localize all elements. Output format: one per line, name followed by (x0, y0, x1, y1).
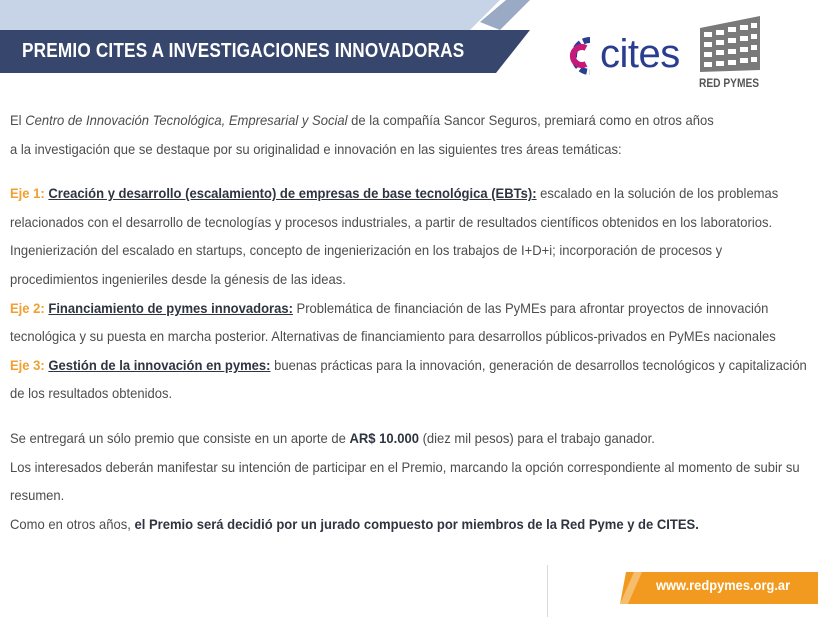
intro-text-start: El (10, 112, 26, 128)
eje-description: buenas prácticas para la innovación, generación de desarrollos tecnológicos y capitalización de los resultados obtenidos. (10, 356, 807, 402)
eje-label: Eje 1: (10, 185, 49, 202)
eje-item-1 (10, 179, 810, 293)
announcement-body (10, 106, 812, 538)
prize-text-end: (diez mil pesos) para el trabajo ganador. (418, 429, 655, 446)
instructions-paragraph: Los interesados deberán manifestar su intención de participar en el Premio, marcando la opción correspondiente al momento de subir su resumen. (10, 458, 800, 504)
eje-label: Eje 3: (10, 356, 49, 373)
jury-paragraph (10, 510, 810, 539)
eje-title: Gestión de la innovación en pymes: (48, 356, 271, 373)
cites-c-icon (556, 30, 600, 82)
eje-description: Problemática de financiación de las PyMEs para afrontar proyectos de innovación tecnológica y su puesta en marcha posterior. Alternativas de financiamiento para desarrollos públicos-privados en PyMEs nacionales (10, 299, 776, 345)
page-title: PREMIO CITES A INVESTIGACIONES INNOVADORAS (22, 40, 465, 62)
jury-text-bold: el Premio será decidió por un jurado compuesto por miembros de la Red Pyme y de CITES. (134, 515, 699, 532)
intro-paragraph (10, 106, 810, 163)
eje-description: escalado en la solución de los problemas relacionados con el desarrollo de tecnologías y procesos industriales, a partir de resultados científicos obtenidos en los laboratorios. Ingenierización del escalado en startups, concepto de ingenierización en los trabajos de I+D+i; incorporación de procesos y procedimientos ingenieriles desde la génesis de las ideas. (10, 185, 779, 287)
jury-text: Como en otros años, (10, 515, 135, 532)
prize-amount: AR$ 10.000 (349, 429, 419, 446)
intro-text-middle: de la compañía Sancor Seguros, premiará como en otros años (347, 112, 714, 128)
cites-logo (556, 30, 680, 82)
intro-text-end: a la investigación que se destaque por su originalidad e innovación en las siguientes tres áreas temáticas: (10, 140, 622, 157)
eje-item-2 (10, 294, 810, 351)
header-banner (0, 0, 818, 96)
building-icon (698, 14, 764, 74)
footer-divider (547, 565, 548, 617)
redpymes-logo (698, 14, 764, 94)
prize-paragraph (10, 424, 810, 453)
organization-name: Centro de Innovación Tecnológica, Empresarial y Social (25, 112, 348, 128)
spacer (10, 408, 810, 424)
redpymes-logo-text: RED PYMES (699, 76, 760, 90)
spacer (10, 163, 810, 179)
eje-title: Creación y desarrollo (escalamiento) de empresas de base tecnológica (EBTs): (48, 185, 537, 202)
cites-logo-text: cites (600, 32, 680, 76)
eje-item-3 (10, 351, 810, 408)
prize-text: Se entregará un sólo premio que consiste en un aporte de (10, 429, 350, 446)
eje-title: Financiamiento de pymes innovadoras: (48, 299, 293, 316)
eje-label: Eje 2: (10, 299, 49, 316)
banner-light-stripe (0, 0, 500, 30)
website-link[interactable]: www.redpymes.org.ar (656, 577, 791, 593)
